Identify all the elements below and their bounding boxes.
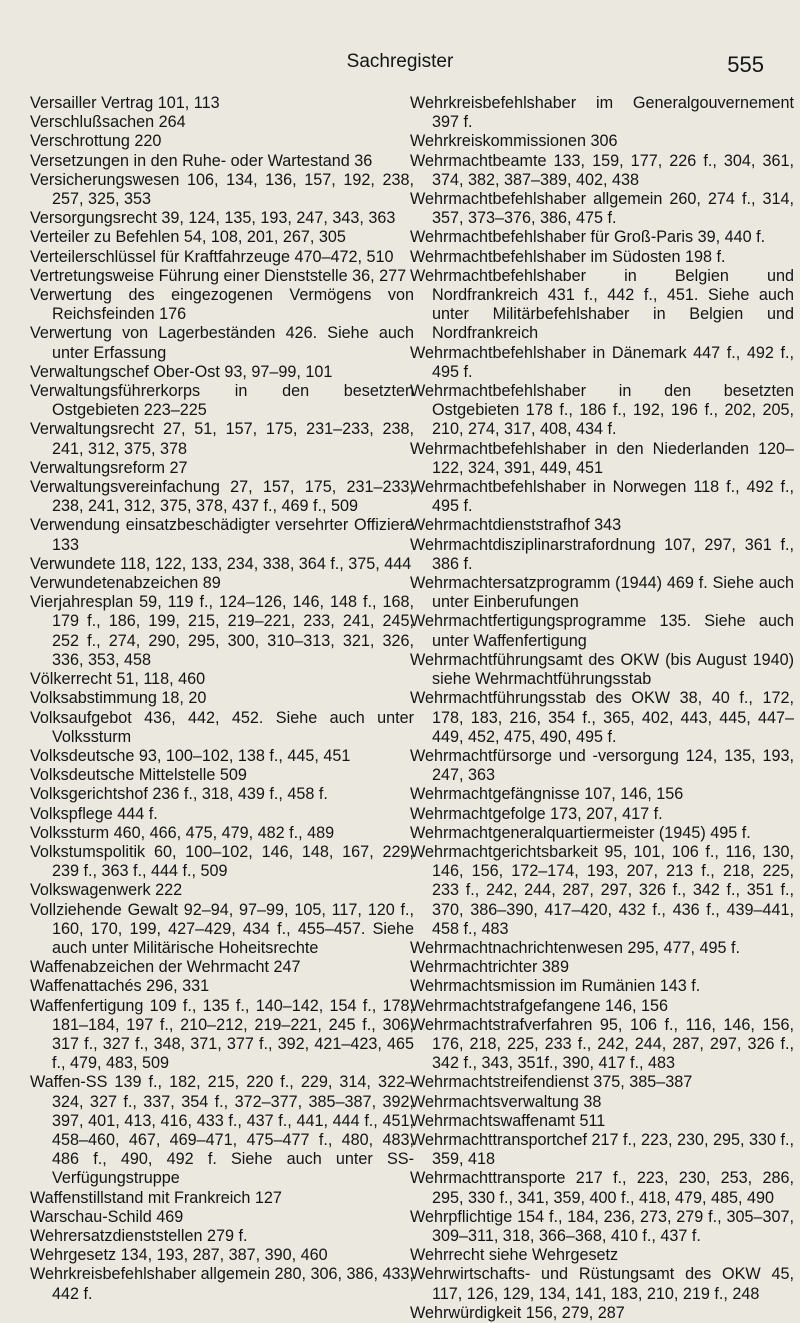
index-entry: Wehrmachtsverwaltung 38 — [410, 1092, 602, 1111]
index-entry: Wehrmachtbefehlshaber in Dänemark 447 f., 492 f., 495 f. — [410, 343, 794, 381]
index-entry: Wehrersatzdienststellen 279 f. — [30, 1226, 248, 1245]
index-entry: Wehrmachtgefängnisse 107, 146, 156 — [410, 785, 684, 804]
index-entry: Verwaltungsrecht 27, 51, 157, 175, 231–233, 238, 241, 312, 375, 378 — [30, 420, 414, 458]
index-entry: Verwendung einsatzbeschädigter versehrter Offiziere 133 — [30, 516, 414, 554]
index-entry: Wehrmachtsmission im Rumänien 143 f. — [410, 977, 701, 996]
index-entry: Wehrmachtersatzprogramm (1944) 469 f. Siehe auch unter Einberufungen — [410, 574, 794, 612]
index-entry: Volkssturm 460, 466, 475, 479, 482 f., 489 — [30, 823, 335, 842]
index-entry: Verschlußsachen 264 — [30, 113, 186, 132]
index-entry: Wehrmachtfertigungsprogramme 135. Siehe auch unter Waffenfertigung — [410, 612, 794, 650]
index-entry: Volksdeutsche 93, 100–102, 138 f., 445, 451 — [30, 746, 351, 765]
index-entry: Wehrwirtschafts- und Rüstungsamt des OKW 45, 117, 126, 129, 134, 141, 183, 210, 219 f., 248 — [410, 1265, 794, 1303]
index-entry: Verwundete 118, 122, 133, 234, 338, 364 f., 375, 444 — [30, 554, 412, 573]
page-number: 555 — [727, 52, 764, 77]
index-entry: Wehrgesetz 134, 193, 287, 387, 390, 460 — [30, 1246, 328, 1265]
index-entry: Waffenabzeichen der Wehrmacht 247 — [30, 958, 301, 977]
index-entry: Verwaltungschef Ober-Ost 93, 97–99, 101 — [30, 362, 333, 381]
index-entry: Wehrmachtbefehlshaber in Belgien und Nordfrankreich 431 f., 442 f., 451. Siehe auch unter Militärbefehlshaber in Belgien und Nordfrankreich — [410, 266, 794, 343]
index-entry: Wehrmachtbeamte 133, 159, 177, 226 f., 304, 361, 374, 382, 387–389, 402, 438 — [410, 151, 794, 189]
index-entry: Wehrmachttransportchef 217 f., 223, 230, 295, 330 f., 359, 418 — [410, 1130, 794, 1169]
index-entry: Wehrwürdigkeit 156, 279, 287 — [410, 1303, 625, 1322]
index-entry: Wehrmachtbefehlshaber im Südosten 198 f. — [410, 247, 726, 266]
index-entry: Volkstumspolitik 60, 100–102, 146, 148, 167, 229, 239 f., 363 f., 444 f., 509 — [30, 842, 414, 881]
index-entry: Wehrmachtstrafgefangene 146, 156 — [410, 996, 668, 1015]
index-entry: Verteiler zu Befehlen 54, 108, 201, 267, 305 — [30, 228, 346, 247]
index-entry: Wehrmachtgerichtsbarkeit 95, 101, 106 f., 116, 130, 146, 156, 172–174, 193, 207, 213 f., 218, 225, 233 f., 242, 244, 287, 297, 326 f., 342 f., 351 f., 370, 386–390, 417–420, 432 f., 436 f., 439–441, 458 f., 483 — [410, 842, 794, 938]
right-column — [410, 94, 794, 1323]
index-entry: Wehrmachttransporte 217 f., 223, 230, 253, 286, 295, 330 f., 341, 359, 400 f., 418, 479, 485, 490 — [410, 1169, 794, 1207]
index-entry: Versetzungen in den Ruhe- oder Wartestand 36 — [30, 151, 373, 170]
index-entry: Vierjahresplan 59, 119 f., 124–126, 146, 148 f., 168, 179 f., 186, 199, 215, 219–221, 233, 241, 245, 252 f., 274, 290, 295, 300, 310–313, 321, 326, 336, 353, 458 — [30, 593, 414, 669]
index-entry: Wehrmachtdienststrafhof 343 — [410, 516, 622, 535]
index-entry: Wehrpflichtige 154 f., 184, 236, 273, 279 f., 305–307, 309–311, 318, 366–368, 410 f., 437 f. — [410, 1207, 794, 1245]
index-entry: Wehrmachtführungsamt des OKW (bis August 1940) siehe Wehrmachtführungsstab — [410, 650, 794, 689]
index-entry: Vertretungsweise Führung einer Dienststelle 36, 277 — [30, 266, 407, 285]
index-entry: Wehrkreisbefehlshaber im Generalgouvernement 397 f. — [410, 94, 794, 132]
index-entry: Wehrmachtbefehlshaber für Groß-Paris 39, 440 f. — [410, 228, 766, 247]
index-entry: Versicherungswesen 106, 134, 136, 157, 192, 238, 257, 325, 353 — [30, 170, 414, 209]
index-entry: Wehrmachtrichter 389 — [410, 958, 569, 977]
index-entry: Wehrmachtswaffenamt 511 — [410, 1111, 606, 1130]
index-entry: Wehrmachtdisziplinarstrafordnung 107, 297, 361 f., 386 f. — [410, 535, 794, 573]
page-header-title: Sachregister — [346, 51, 454, 72]
index-entry: Verwaltungsführerkorps in den besetzten Ostgebieten 223–225 — [30, 382, 414, 420]
index-entry: Vollziehende Gewalt 92–94, 97–99, 105, 117, 120 f., 160, 170, 199, 427–429, 434 f., 455–457. Siehe auch unter Militärische Hoheitsrechte — [30, 900, 414, 957]
index-entry: Volkspflege 444 f. — [30, 804, 158, 823]
index-entry: Wehrrecht siehe Wehrgesetz — [410, 1246, 619, 1265]
index-entry: Wehrmachtgeneralquartiermeister (1945) 495 f. — [410, 823, 751, 842]
index-entry: Verwertung von Lagerbeständen 426. Siehe auch unter Erfassung — [30, 324, 414, 362]
index-entry: Wehrkreiskommissionen 306 — [410, 132, 618, 151]
index-entry: Verwaltungsvereinfachung 27, 157, 175, 231–233, 238, 241, 312, 375, 378, 437 f., 469 f., 509 — [30, 478, 414, 516]
index-entry: Völkerrecht 51, 118, 460 — [30, 670, 206, 689]
index-entry: Wehrmachtbefehlshaber in Norwegen 118 f., 492 f., 495 f. — [410, 478, 794, 516]
index-entry: Wehrmachtführungsstab des OKW 38, 40 f., 172, 178, 183, 216, 354 f., 365, 402, 443, 445, 447–449, 452, 475, 490, 495 f. — [410, 689, 794, 746]
index-entry: Verwundetenabzeichen 89 — [30, 574, 221, 593]
index-entry: Wehrmachtnachrichtenwesen 295, 477, 495 f. — [410, 938, 740, 957]
index-entry: Volksdeutsche Mittelstelle 509 — [30, 766, 247, 785]
index-entry: Verschrottung 220 — [30, 132, 162, 151]
index-entry: Versailler Vertrag 101, 113 — [30, 94, 220, 112]
index-entry: Verwertung des eingezogenen Vermögens von Reichsfeinden 176 — [30, 286, 414, 324]
index-entry: Volksaufgebot 436, 442, 452. Siehe auch unter Volkssturm — [30, 708, 414, 746]
index-entry: Wehrkreisbefehlshaber allgemein 280, 306, 386, 433, 442 f. — [30, 1265, 414, 1303]
index-entry: Waffenfertigung 109 f., 135 f., 140–142, 154 f., 178, 181–184, 197 f., 210–212, 219–221, 245 f., 306, 317 f., 327 f., 348, 371, 377 f., 392, 421–423, 465 f., 479, 483, 509 — [30, 996, 414, 1073]
index-entry: Warschau-Schild 469 — [30, 1207, 184, 1226]
index-entry: Wehrmachtbefehlshaber in den Niederlanden 120–122, 324, 391, 449, 451 — [410, 439, 794, 477]
index-entry: Waffenattachés 296, 331 — [30, 977, 210, 996]
index-entry: Volksabstimmung 18, 20 — [30, 689, 207, 708]
index-entry: Wehrmachtgefolge 173, 207, 417 f. — [410, 804, 663, 823]
index-entry: Wehrmachtstreifendienst 375, 385–387 — [410, 1073, 693, 1092]
index-entry: Wehrmachtfürsorge und -versorgung 124, 135, 193, 247, 363 — [410, 746, 794, 785]
index-entry: Waffenstillstand mit Frankreich 127 — [30, 1188, 282, 1207]
index-entry: Verwaltungsreform 27 — [30, 458, 188, 477]
index-entry: Volksgerichtshof 236 f., 318, 439 f., 458 f. — [30, 785, 328, 804]
index-entry: Volkswagenwerk 222 — [30, 881, 183, 900]
index-entry: Wehrmachtbefehlshaber allgemein 260, 274 f., 314, 357, 373–376, 386, 475 f. — [410, 190, 794, 228]
index-entry: Waffen-SS 139 f., 182, 215, 220 f., 229, 314, 322–324, 327 f., 337, 354 f., 372–377, 385–387, 392, 397, 401, 413, 416, 433 f., 437 f., 441, 444 f., 451, 458–460, 467, 469–471, 475–477 f., 480, 483, 486 f., 490, 492 f. Siehe auch unter SS-Verfügungstruppe — [30, 1073, 414, 1188]
left-column — [30, 94, 414, 1304]
index-entry: Versorgungsrecht 39, 124, 135, 193, 247, 343, 363 — [30, 209, 396, 228]
index-entry: Wehrmachtstrafverfahren 95, 106 f., 116, 146, 156, 176, 218, 225, 233 f., 242, 244, 287, 297, 326 f., 342 f., 343, 351f., 390, 417 f., 483 — [410, 1015, 794, 1073]
index-entry: Wehrmachtbefehlshaber in den besetzten Ostgebieten 178 f., 186 f., 192, 196 f., 202, 205, 210, 274, 317, 408, 434 f. — [410, 382, 794, 439]
index-entry: Verteilerschlüssel für Kraftfahrzeuge 470–472, 510 — [30, 247, 394, 266]
